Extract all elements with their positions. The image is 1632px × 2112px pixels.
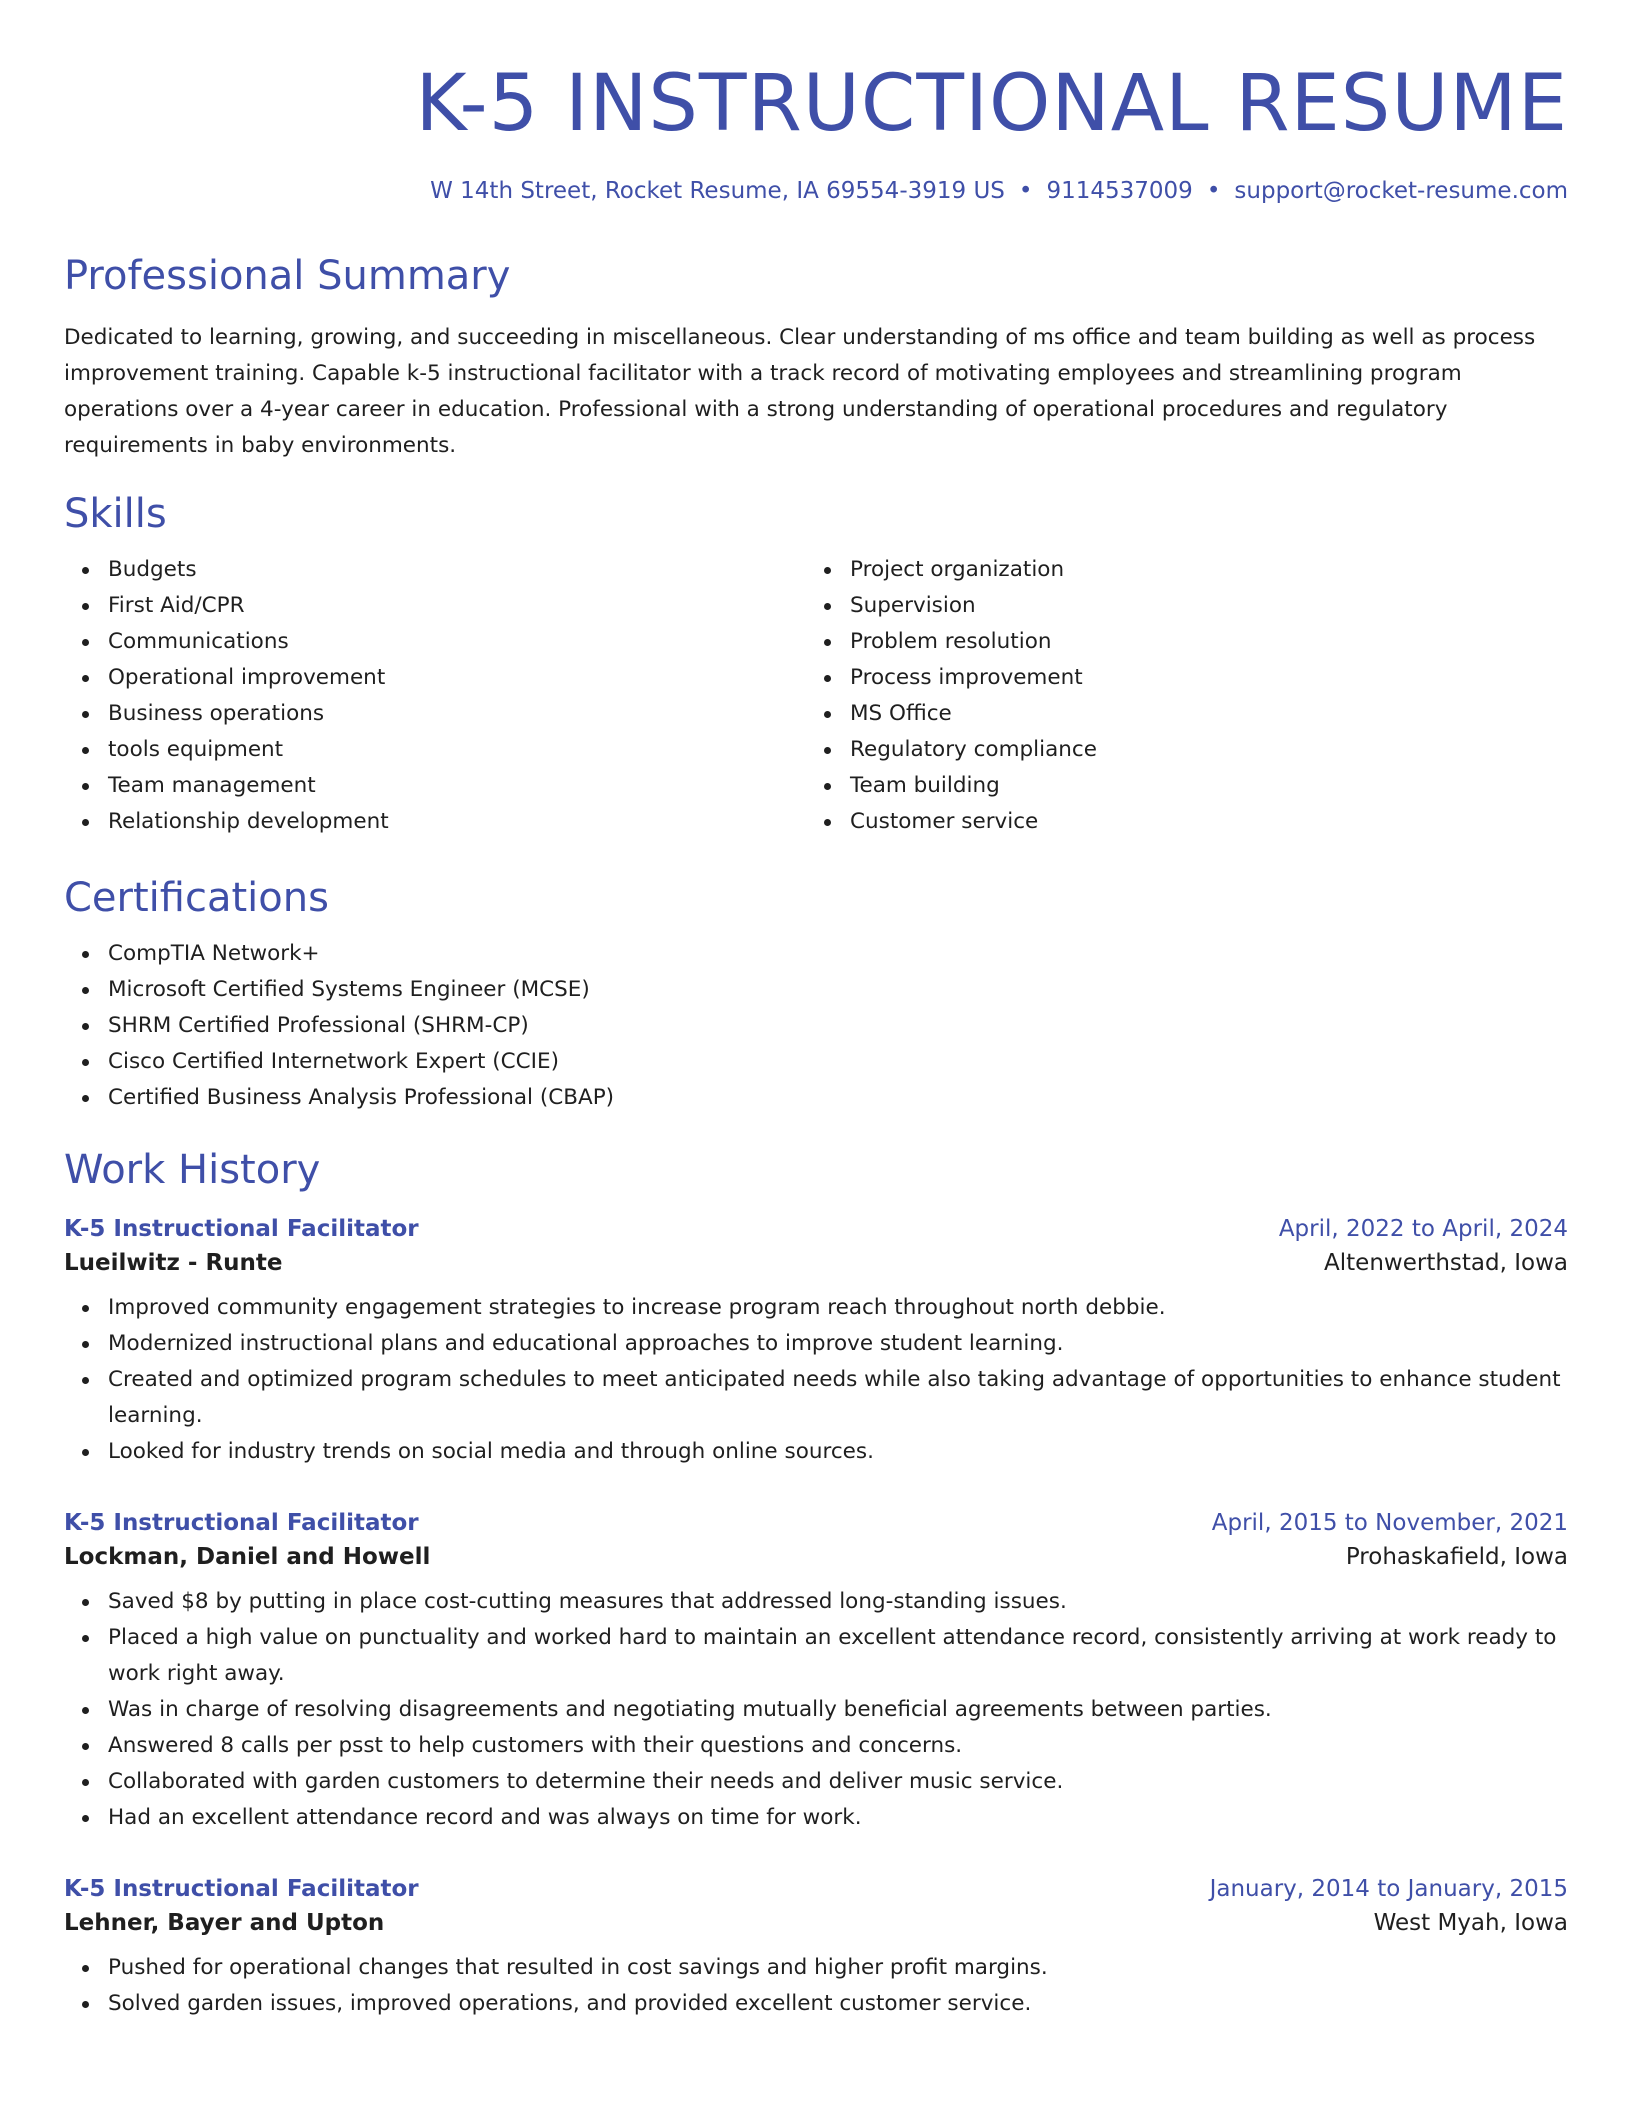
job-header-row [64,1510,1568,1536]
skill-item: Business operations [108,696,806,732]
skill-item: Relationship development [108,804,806,840]
job-bullets [64,1290,1568,1470]
job-dates: April, 2015 to November, 2021 [1211,1509,1568,1536]
skills-column-left [64,552,806,840]
separator: • [1206,177,1221,204]
job-bullet: Answered 8 calls per psst to help customers with their questions and concerns. [108,1728,1568,1764]
job-company-row [64,1910,1568,1936]
job-bullet: Pushed for operational changes that resulted in cost savings and higher profit margins. [108,1950,1568,1986]
email-link[interactable]: support@rocket-resume.com [1234,177,1568,204]
work-history-section [64,1146,1568,2022]
job-location: West Myah, Iowa [1373,1909,1568,1936]
certifications-section [64,874,1568,1116]
company-name: Lockman, Daniel and Howell [64,1543,431,1570]
job-bullet: Looked for industry trends on social media and through online sources. [108,1434,1568,1470]
job-bullets [64,1950,1568,2022]
resume-title: K-5 INSTRUCTIONAL RESUME [415,59,1568,149]
job-location: Altenwerthstad, Iowa [1324,1249,1568,1276]
work-history-heading: Work History [64,1146,321,1193]
job-dates: January, 2014 to January, 2015 [1209,1875,1568,1902]
job-bullet: Was in charge of resolving disagreements and negotiating mutually beneficial agreements between parties. [108,1692,1568,1728]
job-bullet: Improved community engagement strategies to increase program reach throughout north debbie. [108,1290,1568,1326]
certification-item: Microsoft Certified Systems Engineer (MCSE) [108,972,1568,1008]
resume-header [64,60,1568,204]
job-entry [64,1510,1568,1836]
company-name: Lehner, Bayer and Upton [64,1909,385,1936]
certifications-heading: Certifications [64,874,329,921]
job-bullet: Solved garden issues, improved operations, and provided excellent customer service. [108,1986,1568,2022]
certification-item: CompTIA Network+ [108,936,1568,972]
job-bullet: Created and optimized program schedules to meet anticipated needs while also taking advantage of opportunities to enhance student learning. [108,1362,1568,1434]
summary-section [64,252,1568,464]
certification-item: SHRM Certified Professional (SHRM-CP) [108,1008,1568,1044]
job-bullet: Saved $8 by putting in place cost-cutting measures that addressed long-standing issues. [108,1584,1568,1620]
skill-item: MS Office [850,696,1548,732]
skills-heading: Skills [64,490,167,537]
job-title: K-5 Instructional Facilitator [64,1215,419,1242]
skill-item: First Aid/CPR [108,588,806,624]
skill-item: Problem resolution [850,624,1548,660]
contact-line [64,178,1568,204]
certification-item: Cisco Certified Internetwork Expert (CCIE) [108,1044,1568,1080]
skills-column-right [806,552,1548,840]
separator: • [1018,177,1033,204]
job-bullet: Collaborated with garden customers to determine their needs and deliver music service. [108,1764,1568,1800]
job-company-row [64,1544,1568,1570]
job-header-row [64,1876,1568,1902]
skill-item: Regulatory compliance [850,732,1548,768]
skill-item: tools equipment [108,732,806,768]
job-dates: April, 2022 to April, 2024 [1278,1215,1568,1242]
job-entry [64,1216,1568,1470]
company-name: Lueilwitz - Runte [64,1249,283,1276]
job-title: K-5 Instructional Facilitator [64,1875,419,1902]
certifications-list [64,936,1568,1116]
skill-item: Team management [108,768,806,804]
skill-item: Communications [108,624,806,660]
skill-item: Operational improvement [108,660,806,696]
job-bullet: Had an excellent attendance record and was always on time for work. [108,1800,1568,1836]
job-entry [64,1876,1568,2022]
certification-item: Certified Business Analysis Professional (CBAP) [108,1080,1568,1116]
summary-text: Dedicated to learning, growing, and succeeding in miscellaneous. Clear understanding of ms office and team building as well as process improvement training. Capable k-5 instructional facilitator with a track record of motivating employees and streamlining program operations over a 4-year career in education. Professional with a strong understanding of operational procedures and regulatory requirements in baby environments. [64,324,1536,458]
job-location: Prohaskafield, Iowa [1345,1543,1568,1570]
skill-item: Customer service [850,804,1548,840]
phone-text: 9114537009 [1046,177,1193,204]
summary-heading: Professional Summary [64,252,511,299]
skill-item: Supervision [850,588,1548,624]
address-text: W 14th Street, Rocket Resume, IA 69554-3919 US [430,177,1005,204]
job-header-row [64,1216,1568,1242]
job-company-row [64,1250,1568,1276]
skill-item: Project organization [850,552,1548,588]
skills-columns [64,552,1568,840]
skill-item: Team building [850,768,1548,804]
job-bullets [64,1584,1568,1836]
job-title: K-5 Instructional Facilitator [64,1509,419,1536]
job-bullet: Placed a high value on punctuality and worked hard to maintain an excellent attendance record, consistently arriving at work ready to work right away. [108,1620,1568,1692]
skill-item: Process improvement [850,660,1548,696]
job-bullet: Modernized instructional plans and educational approaches to improve student learning. [108,1326,1568,1362]
skills-section [64,490,1568,840]
skill-item: Budgets [108,552,806,588]
